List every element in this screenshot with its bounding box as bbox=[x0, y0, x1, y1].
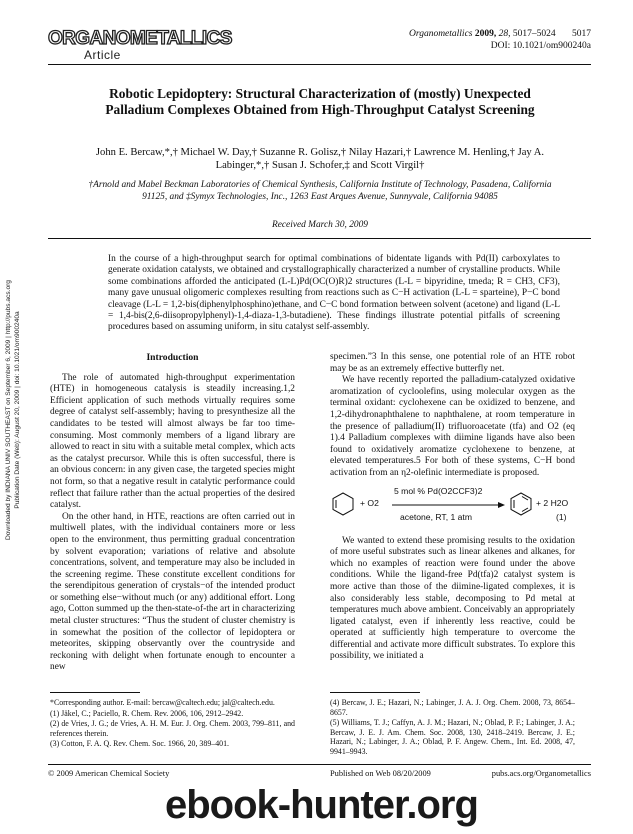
left-column bbox=[50, 352, 295, 674]
article-type-label: Article bbox=[84, 48, 121, 62]
catalyst-label: 5 mol % Pd(O2CCF3)2 bbox=[394, 485, 483, 496]
product-water: + 2 H2O bbox=[536, 497, 569, 508]
journal-url[interactable]: pubs.acs.org/Organometallics bbox=[491, 769, 591, 778]
journal-logo: ORGANOMETALLICS bbox=[48, 28, 232, 49]
citation-line bbox=[409, 29, 591, 39]
cyclohexene-structure bbox=[332, 492, 354, 516]
footnote-divider bbox=[330, 692, 420, 693]
abstract-divider bbox=[48, 238, 591, 239]
doi[interactable]: DOI: 10.1021/om900240a bbox=[490, 41, 591, 51]
benzene-structure bbox=[510, 492, 532, 516]
footnote: (1) Jäkel, C.; Paciello, R. Chem. Rev. 2006, 106, 2912–2942. bbox=[50, 708, 244, 718]
download-stamp bbox=[4, 250, 44, 570]
footnote: (5) Williams, T. J.; Caffyn, A. J. M.; Hazari, N.; Oblad, P. F.; Labinger, J. A.; Bercaw, J. E. J. Am. Chem. Soc. 2008, 130, 2418–2419. Bercaw, J. E.; Hazari, N.; Labinger, J. A.; Oblad, P. F. Angew. Chem., Int. Ed. 2008, 47, 9941–9943. bbox=[330, 718, 575, 756]
paragraph: We wanted to extend these promising results to the oxidation of more useful substrates such as linear alkenes and alkanes, for which no examples of reaction were found under the above conditions. While the ligand-free Pd(tfa)2 catalyst system is more active than those of the diimine-ligated complexes, it is also considerably less stable, decomposing to Pd metal at temperatures much above ambient. Conceivably an appropriately ligated catalyst, even if inherently less reactive, could be operated at sufficiently high temperature to overcome the differential and activate more difficult substrates. To explore this possibility, we initiated a bbox=[330, 535, 575, 662]
publication-date: Published on Web 08/20/2009 bbox=[330, 769, 431, 778]
received-date: Received March 30, 2009 bbox=[272, 220, 368, 230]
footer-divider bbox=[48, 764, 591, 765]
abstract: In the course of a high-throughput search for optimal combinations of bidentate ligands with Pd(II) carboxylates to generate oxidation catalysts, we obtained and crystallographically characterized a number of crystalline products. While some combinations afforded the anticipated (L-L)Pd(OC(O)R)2 structures (L-L = bipyridine, tmeda; R = CH3, CF3), many gave unusual oligomeric complexes resulting from reactions such as C−H activation (L-L = sparteine), P−C bond cleavage (L-L = 1,2-bis(diphenylphosphino)ethane, and C−C bond formation between solvent (acetone) and ligand (L-L = 1,4-bis(2,6-diisopropylphenyl)-1,4-diaza-1,3-butadiene). These findings illustrate potential pitfalls of screening procedures based on assuming uniform, in situ catalyst self-assembly. bbox=[108, 254, 560, 333]
section-heading: Introduction bbox=[146, 352, 199, 363]
article-title: Robotic Lepidoptery: Structural Characterization of (mostly) Unexpected Palladium Complexes Obtained from High-Throughput Catalyst Screening bbox=[105, 86, 535, 117]
reaction-equation bbox=[330, 486, 575, 526]
download-stamp-line-1: Downloaded by INDIANA UNIV SOUTHEAST on September 6, 2009 | http://pubs.acs.org bbox=[5, 280, 12, 540]
page-number: 5017 bbox=[572, 29, 591, 39]
journal-name: Organometallics bbox=[408, 29, 473, 39]
journal-volume: 28, bbox=[498, 29, 511, 39]
reactant-oxygen: + O2 bbox=[360, 497, 379, 508]
footnotes-left bbox=[50, 698, 295, 750]
right-column bbox=[330, 352, 575, 663]
journal-pages: 5017–5024 bbox=[512, 29, 556, 39]
reaction-arrow bbox=[392, 501, 506, 509]
footnote: *Corresponding author. E-mail: bercaw@caltech.edu; jal@caltech.edu. bbox=[50, 698, 275, 707]
watermark: ebook-hunter.org bbox=[165, 783, 478, 827]
download-stamp-line-2: Publication Date (Web): August 20, 2009 | doi: 10.1021/om900240a bbox=[14, 311, 21, 509]
journal-year: 2009, bbox=[474, 29, 497, 39]
paragraph: specimen.”3 In this sense, one potential role of an HTE robot may be as an extremely effective butterfly net. bbox=[330, 352, 575, 374]
paragraph: We have recently reported the palladium-catalyzed oxidative aromatization of cycloolefins, using molecular oxygen as the terminal oxidant: cyclohexene can be oxidized to benzene, and 1,2-dihydronaphthalene to naphthalene, at room temperature in the presence of palladium(II) trifluoroacetate (tfa) and O2 (eq 1).4 Palladium complexes with diimine ligands have also been found to oxidatively aromatize cyclohexene to benzene, at elevated temperatures.5 For both of these systems, C−H bond activation from an η2-olefinic intermediate is proposed. bbox=[330, 375, 575, 478]
footnotes-right bbox=[330, 698, 575, 758]
author-list: John E. Bercaw,*,† Michael W. Day,† Suzanne R. Golisz,† Nilay Hazari,† Lawrence M. Henling,† Jay A. Labinger,*,† Susan J. Schofer,‡ and Scott Virgil† bbox=[95, 147, 545, 171]
paragraph: On the other hand, in HTE, reactions are often carried out in multiwell plates, with the individual containers more or less open to the environment, thus permitting gradual concentration by solvent evaporation; variations of relative and absolute concentrations, solvent, and temperature may also be included in the screening regime. These constitute excellent conditions for the serendipitous generation of crystals−of the intended product or something else−without much (or any) additional effort. Long ago, Cotton summed up the then-state-of-the art in characterizing metal cluster structures: “Thus the student of cluster chemistry is in somewhat the position of the collector of lepidoptera or meteorites, skipping observantly over the countryside and reckoning with delight when fortunate enough to encounter a new bbox=[50, 511, 295, 673]
equation-number: (1) bbox=[556, 511, 567, 522]
footnote: (4) Bercaw, J. E.; Hazari, N.; Labinger, J. A. J. Org. Chem. 2008, 73, 8654–8657. bbox=[330, 698, 575, 717]
affiliations: †Arnold and Mabel Beckman Laboratories of Chemical Synthesis, California Institute of Technology, Pasadena, California 91125, and ‡Symyx Technologies, Inc., 1263 East Arques Avenue, Sunnyvale, California 94085 bbox=[88, 180, 552, 202]
footnote-divider bbox=[50, 692, 140, 693]
copyright: © 2009 American Chemical Society bbox=[48, 769, 170, 778]
header-divider bbox=[48, 64, 591, 65]
footnote: (2) de Vries, J. G.; de Vries, A. H. M. Eur. J. Org. Chem. 2003, 799–811, and references therein. bbox=[50, 719, 295, 738]
conditions-label: acetone, RT, 1 atm bbox=[400, 511, 472, 522]
footnote: (3) Cotton, F. A. Q. Rev. Chem. Soc. 1966, 20, 389–401. bbox=[50, 739, 230, 749]
paragraph: The role of automated high-throughput experimentation (HTE) in homogeneous catalysis is steadily increasing.1,2 Efficient application of such methods virtually requires some degree of catalyst self-assembly; having to presynthesize all the candidates to be tested will almost always be far too time-consuming. Most commonly members of a ligand library are allowed to react in situ with a suitable metal complex, which acts as the catalyst precursor. While this is often successful, there is an obvious concern: in any given case, the targeted species might not form, so that a negative result in catalytic performance could reflect that failure rather than the actual properties of the desired catalyst. bbox=[50, 372, 295, 511]
